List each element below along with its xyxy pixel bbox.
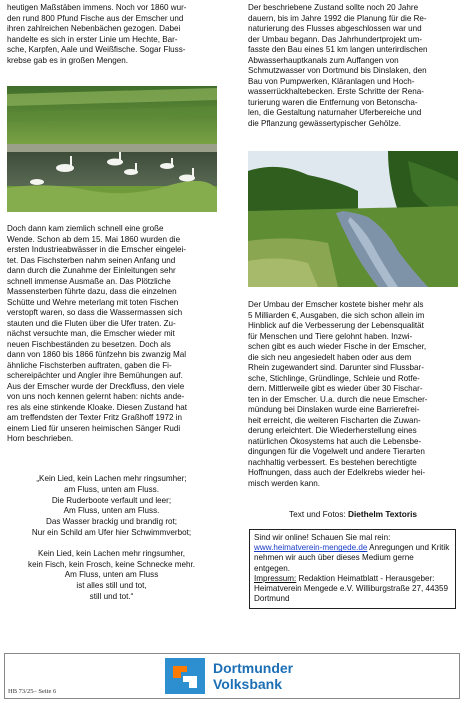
sponsor-logo: [165, 658, 315, 696]
lyrics-line: am Fluss, unten am Fluss.: [64, 484, 159, 494]
text-line: Horn beschrieben.: [7, 434, 74, 443]
text-line: fasste den Bau eines 51 km langen unterirdischen: [248, 45, 428, 54]
text-line: dann von 1860 bis 1866 fünfzehn bis zwanzig Mal: [7, 350, 187, 359]
text-line: einem Lied für unseren heimischen Sänger Rudi: [7, 423, 181, 433]
lyrics-stanza: [7, 549, 216, 603]
lyrics-line: kein Fisch, kein Frosch, keine Schnecke mehr.: [28, 559, 195, 569]
text-line: heit erreicht, die weiteren Fischarten die Zuwan-: [248, 415, 421, 425]
text-line: Abwasserhauptkanals zum Auffangen von: [248, 55, 399, 65]
text-line: Bau von Pumpwerken, Kläranlagen und Hoch-: [248, 76, 415, 86]
online-info-box: [249, 529, 456, 609]
bank-name-line2: Volksbank: [213, 676, 282, 692]
article-paragraph-costs-and-ecology: [248, 300, 458, 489]
text-line: dauern, bis im Jahre 1992 die Planung für die Re-: [248, 13, 427, 23]
text-line: den rund 800 Pfund Fische aus der Emscher und: [7, 13, 184, 23]
renaturated-river-photo: [248, 151, 458, 287]
text-line: stauten und die Fluten über die Ufer traten. Zu-: [7, 318, 176, 328]
text-line: dann durch die Zunahme der Einleitungen sehr: [7, 266, 176, 275]
text-line: Doch dann kam ziemlich schnell eine große: [7, 224, 164, 233]
text-line: tet. Das Fischsterben nahm seinen Anfang und: [7, 255, 176, 265]
bank-name-line1: Dortmunder: [213, 660, 294, 676]
article-paragraph-fish-history: [7, 3, 216, 66]
website-link[interactable]: www.heimatverein-mengede.de: [254, 543, 368, 553]
text-line: Schütte und Wehre meterlang mit toten Fischen: [7, 297, 179, 307]
online-intro-text: Sind wir online! Schauen Sie mal rein:: [254, 533, 391, 542]
lyrics-line: Kein Lied, kein Lachen mehr ringsumher,: [37, 548, 186, 558]
text-line: Wende. Schon ab dem 15. Mai 1860 wurden die: [7, 234, 181, 244]
text-line: von uns noch kennen gelernt haben: nichts ande-: [7, 392, 185, 401]
impressum-text: Redaktion Heimatblatt - Herausgeber: Heimatverein Mengede e.V. Williburgstraße 27, 44359 Dortmund: [254, 573, 449, 604]
lyrics-stanza: [7, 474, 216, 539]
lyrics-line: „Kein Lied, kein Lachen mehr ringsumher;: [36, 474, 187, 483]
text-line: mündung bei Dinslaken wurde eine Barrierefrei-: [248, 405, 420, 414]
text-line: sche, Karpfen, Aale und Weißfische. Sogar Fluss-: [7, 45, 186, 54]
lyrics-line: ist alles still und tot,: [76, 581, 147, 591]
text-line: nächst versuchte man, die Emscher wieder mit: [7, 329, 175, 338]
text-line: dingungen für die Vogelwelt und andere Tierarten: [248, 447, 425, 456]
text-line: Der Umbau der Emscher kostete bisher mehr als: [248, 300, 424, 309]
feedback-text: Anregungen und Kritik nehmen wir auch über dieses Medium gerne entgegen.: [254, 543, 450, 573]
text-line: natürlichen Ökosystems hat auch die Lebensbe-: [248, 436, 422, 446]
lyrics-line: Nur ein Schild am Ufer hier Schwimmverbot;: [31, 527, 192, 537]
page-reference: HB 73/25– Seite 6: [8, 688, 57, 695]
lyrics-line: Am Fluss, unten am Fluss: [64, 570, 159, 580]
text-line: sche, Stichlinge, Gründlinge, Schleie und Rotfe-: [248, 373, 420, 383]
text-line: res als eine stinkende Kloake. Diesen Zustand hat: [7, 402, 187, 412]
text-line: dern. Mittlerweile gibt es wieder über 30 Fischar-: [248, 384, 423, 393]
text-line: Schmutzwasser von Dortmund bis Dinslaken, den: [248, 66, 427, 75]
text-line: ten in der Emscher. U.a. durch die neue Emscher-: [248, 394, 428, 404]
text-line: Aus der Emscher wurde der Dreckfluss, den viele: [7, 381, 185, 391]
song-lyrics-quote: [7, 474, 216, 613]
text-line: am treffendsten der Texter Fritz Graßhoff 1972 in: [7, 413, 183, 422]
text-line: misch werden kann.: [248, 478, 320, 488]
text-line: Hinblick auf die Verbesserung der Lebensqualität: [248, 321, 424, 330]
text-line: Der beschriebene Zustand sollte noch 20 Jahre: [248, 3, 419, 12]
text-line: schnell immense Ausmaße an. Das Plötzliche: [7, 276, 171, 286]
text-line: ihren zahlreichen Nebenbächen gezogen. Dabei: [7, 24, 181, 33]
impressum-label: Impressum:: [254, 573, 297, 583]
credit-prefix: Text und Fotos:: [288, 509, 348, 519]
text-line: die Pflanzung gewässertypischer Gehölze.: [248, 118, 401, 128]
text-line: nachhaltig verbessert. Es bestehen berechtigte: [248, 457, 417, 467]
text-line: ersten Industrieabwässer in die Emscher eingelei-: [7, 245, 187, 254]
lyrics-line: Am Fluss, unten am Fluss.: [63, 506, 160, 516]
text-line: wasserrückhaltebecken. Erste Schritte der Rena-: [248, 87, 424, 96]
text-line: für Menschen und Tiere gelohnt haben. Inzwi-: [248, 331, 413, 341]
photo-credit: [248, 509, 458, 519]
text-line: 5 Milliarden €, Ausgaben, die sich schon allein im: [248, 310, 425, 320]
text-line: schen gibt es auch wieder Fische in der Emscher,: [248, 342, 427, 351]
text-line: heutigen Maßstäben immens. Noch vor 1860 wur-: [7, 3, 187, 12]
lyrics-line: still und tot.“: [89, 591, 134, 601]
credit-author: Diethelm Textoris: [348, 509, 418, 519]
text-line: naturierung des Flusses abgeschlossen war und: [248, 24, 422, 33]
text-line: derung erleichtert. Die Wiederherstellung eines: [248, 426, 417, 435]
text-line: krebse gab es in großen Mengen.: [7, 55, 129, 65]
bank-name: [213, 660, 293, 692]
text-line: len, die Gestaltung naturnaher Uferbereiche und: [248, 108, 422, 117]
volksbank-logo-icon: [165, 658, 205, 694]
text-line: ähnliche Fischsterben auftraten, gaben die Fi-: [7, 360, 172, 370]
article-paragraph-fish-dying: [7, 224, 216, 445]
text-line: die sich neu angesiedelt haben oder aus dem: [248, 352, 412, 362]
lyrics-line: Die Ruderboote verfault und leer;: [51, 495, 172, 505]
article-paragraph-renaturation: [248, 3, 458, 129]
text-line: Hoffnungen, dass auch der Edelkrebs wieder hei-: [248, 468, 426, 477]
text-line: turierung waren die Entfernung von Betonscha-: [248, 97, 418, 107]
text-line: schereipächter und Angler ihre Bemühungen auf.: [7, 371, 183, 380]
text-line: handelte es sich in erster Linie um Hechte, Bar-: [7, 34, 178, 44]
text-line: Massensterben führte dazu, dass die einzelnen: [7, 287, 177, 296]
lyrics-line: Das Wasser brackig und brandig rot;: [45, 517, 178, 527]
footer-sponsor-box: [4, 653, 460, 699]
text-line: Rhein zugewandert sind. Darunter sind Flussbar-: [248, 363, 424, 372]
text-line: der Umbau begann. Das Jahrhundertprojekt um-: [248, 34, 423, 44]
swans-on-canal-photo: [7, 86, 217, 212]
text-line: neuen Fischbeständen zu besetzen. Doch als: [7, 339, 171, 349]
text-line: verstopft waren, so dass die Wassermassen sich: [7, 308, 183, 317]
